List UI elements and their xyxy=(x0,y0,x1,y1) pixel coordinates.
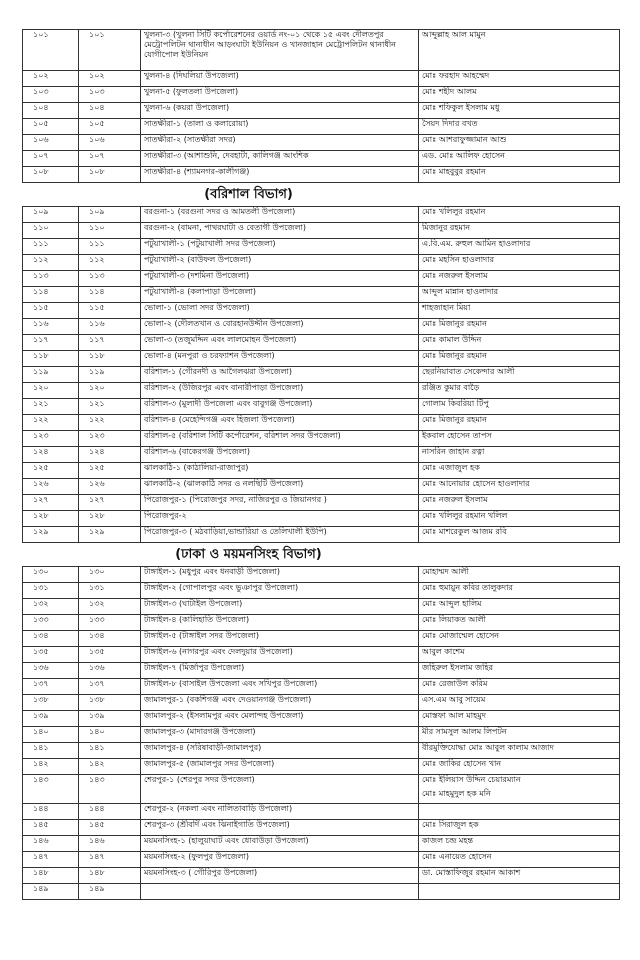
candidate-name: মোঃ খলিলুর রহমান xyxy=(419,207,620,223)
constituency-number: ১২০ xyxy=(79,383,141,399)
candidate-name: রঞ্জিত কুমার বাড়ৈ xyxy=(419,383,620,399)
constituency-number: ১৩৭ xyxy=(79,679,141,695)
serial-number: ১৪৮ xyxy=(23,868,79,884)
constituency-name: টাঙ্গাইল-৩ (ঘাটাইল উপজেলা) xyxy=(141,599,419,615)
table-row xyxy=(23,775,620,804)
candidate-name: মোঃ কামাল উদ্দিন xyxy=(419,335,620,351)
constituency-number: ১১৬ xyxy=(79,319,141,335)
constituency-name: বরিশাল-৫ (বরিশাল সিটি কর্পোরেশন, বরিশাল সদর উপজেলা) xyxy=(141,431,419,447)
candidate-name: মোঃ নজরুল ইসলাম xyxy=(419,271,620,287)
constituency-name: সাতক্ষীরা-১ (তালা ও কলারোয়া) xyxy=(141,119,419,135)
table-row xyxy=(23,479,620,495)
candidate-name: মোঃ আনোয়ার হোসেন হাওলাদার xyxy=(419,479,620,495)
heading-spacer xyxy=(419,543,620,567)
candidate-name xyxy=(419,775,620,804)
constituency-name: টাঙ্গাইল-৭ (মির্জাপুর উপজেলা) xyxy=(141,663,419,679)
table-row xyxy=(23,663,620,679)
serial-number: ১৩৪ xyxy=(23,631,79,647)
table-row xyxy=(23,695,620,711)
constituency-number: ১৪১ xyxy=(79,743,141,759)
table-row xyxy=(23,367,620,383)
constituency-name: টাঙ্গাইল-৬ (নাগরপুর এবং দেলদুয়ার উপজেলা) xyxy=(141,647,419,663)
constituency-name: ভোলা-৩ (তজুমদ্দিন এবং লালমোহন উপজেলা) xyxy=(141,335,419,351)
candidate-name: ডা. মোস্তাফিজুর রহমান আকাশ xyxy=(419,868,620,884)
constituency-name: খুলনা-৬ (কয়রা উপজেলা) xyxy=(141,103,419,119)
constituency-name: জামালপুর-৪ (সরিষাবাড়ী-জামালপুর) xyxy=(141,743,419,759)
constituency-name: ভোলা-২ (দৌলতখান ও বোরহানউদ্দীন উপজেলা) xyxy=(141,319,419,335)
candidate-name: আব্দুল্লাহ আল মামুন xyxy=(419,30,620,71)
constituency-name: জামালপুর-৩ (মাদারগঞ্জ উপজেলা) xyxy=(141,727,419,743)
constituency-name: পিরোজপুর-১ (পিরোজপুর সদর, নাজিরপুর ও জিয়ানগর ) xyxy=(141,495,419,511)
constituency-number: ১৩০ xyxy=(79,567,141,583)
table-row xyxy=(23,743,620,759)
serial-number: ১১৯ xyxy=(23,367,79,383)
table-row xyxy=(23,463,620,479)
constituency-number: ১৩৮ xyxy=(79,695,141,711)
serial-number: ১৪২ xyxy=(23,759,79,775)
table-row xyxy=(23,567,620,583)
table-row xyxy=(23,103,620,119)
candidate-name: কাজল চন্দ্র মহন্ত xyxy=(419,836,620,852)
constituency-number: ১২৩ xyxy=(79,431,141,447)
candidate-name: মোঃ মিজানুর রহমান xyxy=(419,351,620,367)
serial-number: ১৩০ xyxy=(23,567,79,583)
candidate-name: জহিরুল ইসলাম জহির xyxy=(419,663,620,679)
serial-number: ১৪৯ xyxy=(23,884,79,900)
candidate-name: মোঃ রেজাউল করিম xyxy=(419,679,620,695)
constituency-number: ১০৩ xyxy=(79,87,141,103)
serial-number: ১৩৮ xyxy=(23,695,79,711)
constituency-number: ১৩১ xyxy=(79,583,141,599)
serial-number: ১২৪ xyxy=(23,447,79,463)
constituency-name: খুলনা-৪ (দিঘলিয়া উপজেলা) xyxy=(141,71,419,87)
table-row xyxy=(23,151,620,167)
serial-number: ১২৭ xyxy=(23,495,79,511)
candidate-name: মোঃ আব্দুল হালিম xyxy=(419,599,620,615)
constituency-name: ঝালকাঠি-১ (কাঠালিয়া-রাজাপুর) xyxy=(141,463,419,479)
constituency-name: বরিশাল-১ (গৌরনদী ও আগৈলঝরা উপজেলা) xyxy=(141,367,419,383)
candidate-name: বীরমুক্তিযোদ্ধা মোঃ আবুল কালাম আজাদ xyxy=(419,743,620,759)
table-row xyxy=(23,319,620,335)
serial-number: ১১৩ xyxy=(23,271,79,287)
table-row xyxy=(23,631,620,647)
constituency-name: শেরপুর-৩ (শ্রীবর্দি এবং ঝিনাইগাতি উপজেলা) xyxy=(141,820,419,836)
constituency-number: ১০৪ xyxy=(79,103,141,119)
table-row xyxy=(23,223,620,239)
candidate-name: এ.বি.এম. রুহুল আমিন হাওলাদার xyxy=(419,239,620,255)
constituency-number: ১১৫ xyxy=(79,303,141,319)
candidate-name: এস.এম আবু সায়েম xyxy=(419,695,620,711)
candidate-name xyxy=(419,884,620,900)
serial-number: ১১৭ xyxy=(23,335,79,351)
constituency-name xyxy=(141,884,419,900)
serial-number: ১৩৫ xyxy=(23,647,79,663)
table-row xyxy=(23,287,620,303)
serial-number: ১৩৩ xyxy=(23,615,79,631)
table-row xyxy=(23,727,620,743)
table-row xyxy=(23,351,620,367)
serial-number: ১০১ xyxy=(23,30,79,71)
constituency-number: ১০৯ xyxy=(79,207,141,223)
constituency-name: টাঙ্গাইল-৮ (বাসাইল উপজেলা এবং সখিপুর উপজেলা) xyxy=(141,679,419,695)
heading-spacer xyxy=(23,183,79,207)
division-heading: (ঢাকা ও ময়মনসিংহ বিভাগ) xyxy=(79,543,419,567)
serial-number: ১২৫ xyxy=(23,463,79,479)
constituency-number: ১১৯ xyxy=(79,367,141,383)
serial-number: ১১৬ xyxy=(23,319,79,335)
table-row xyxy=(23,135,620,151)
division-heading-row xyxy=(23,543,620,567)
constituency-name: পিরোজপুর-২ xyxy=(141,511,419,527)
constituency-name: জামালপুর-১ (বকশিগঞ্জ এবং দেওয়ানগঞ্জ উপজেলা) xyxy=(141,695,419,711)
constituency-number: ১৪৬ xyxy=(79,836,141,852)
serial-number: ১২৯ xyxy=(23,527,79,543)
constituency-name: পটুয়াখালী-১ (পটুয়াখালী সদর উপজেলা) xyxy=(141,239,419,255)
candidate-name: মীর সামসুল আলম লিপটন xyxy=(419,727,620,743)
constituency-name: খুলনা-৫ (ফুলতলা উপজেলা) xyxy=(141,87,419,103)
constituency-name: সাতক্ষীরা-৪ (শ্যামনগর-কালীগঞ্জ) xyxy=(141,167,419,183)
constituency-name: বরিশাল-২ (উজিরপুর এবং বানারীপাড়া উপজেলা) xyxy=(141,383,419,399)
candidate-name: আবুল কাশেম xyxy=(419,647,620,663)
serial-number: ১৩৬ xyxy=(23,663,79,679)
candidate-name: এড. মোঃ আলিফ হোসেন xyxy=(419,151,620,167)
constituency-number: ১৩৫ xyxy=(79,647,141,663)
constituency-name: ভোলা-১ (ভোলা সদর উপজেলা) xyxy=(141,303,419,319)
constituency-name: ময়মনসিংহ-৩ ( গৌরিপুর উপজেলা) xyxy=(141,868,419,884)
table-row xyxy=(23,615,620,631)
constituency-name: বরিশাল-৩ (মুলাদী উপজেলা এবং বাবুগঞ্জ উপজেলা) xyxy=(141,399,419,415)
constituency-number: ১৩৬ xyxy=(79,663,141,679)
candidate-name: মোঃ মাশরেকুল আজম রবি xyxy=(419,527,620,543)
heading-spacer xyxy=(23,543,79,567)
constituency-name: পটুয়াখালী-২ (বাউফল উপজেলা) xyxy=(141,255,419,271)
serial-number: ১২২ xyxy=(23,415,79,431)
candidate-name: মোঃ সিরাজুল হক xyxy=(419,820,620,836)
candidate-name: মোঃ জাকির হোসেন খান xyxy=(419,759,620,775)
constituency-name: ভোলা-৪ (মনপুরা ও চরফ্যাশন উপজেলা) xyxy=(141,351,419,367)
constituency-number: ১৪৩ xyxy=(79,775,141,804)
candidate-name: মোঃ মোজাম্মেল হোসেন xyxy=(419,631,620,647)
constituency-number: ১১৩ xyxy=(79,271,141,287)
constituency-name: পটুয়াখালী-৪ (কলাপাড়া উপজেলা) xyxy=(141,287,419,303)
constituency-name: সাতক্ষীরা-৩ (আশাশুনি, দেবহাটা, কালিগঞ্জ আংশিক xyxy=(141,151,419,167)
table-row xyxy=(23,511,620,527)
serial-number: ১০৪ xyxy=(23,103,79,119)
constituency-number: ১০৮ xyxy=(79,167,141,183)
candidate-name: মোহাম্মদ আলী xyxy=(419,567,620,583)
serial-number: ১৪৬ xyxy=(23,836,79,852)
table-row xyxy=(23,399,620,415)
candidate-name: শাহজাহান মিয়া xyxy=(419,303,620,319)
candidate-name-line: মোঃ মাহমুদুল হক মনি xyxy=(422,789,491,798)
candidate-name: গোলাম কিবরিয়া টিপু xyxy=(419,399,620,415)
constituency-name: ময়মনসিংহ-২ (ফুলপুর উপজেলা) xyxy=(141,852,419,868)
table-row xyxy=(23,271,620,287)
heading-spacer xyxy=(419,183,620,207)
table-row xyxy=(23,599,620,615)
candidate-name: মোঃ আশরাফুজ্জামান আশু xyxy=(419,135,620,151)
table-row xyxy=(23,868,620,884)
candidate-name: মোঃ ফরহাদ আহম্মেদ xyxy=(419,71,620,87)
serial-number: ১০৫ xyxy=(23,119,79,135)
candidate-name: আব্দুল মান্নান হাওলাদার xyxy=(419,287,620,303)
serial-number: ১৩১ xyxy=(23,583,79,599)
serial-number: ১২০ xyxy=(23,383,79,399)
table-row xyxy=(23,255,620,271)
serial-number: ১২৮ xyxy=(23,511,79,527)
constituency-name: জামালপুর-৫ (জামালপুর সদর উপজেলা) xyxy=(141,759,419,775)
candidate-name xyxy=(419,804,620,820)
constituency-number: ১২২ xyxy=(79,415,141,431)
table-row xyxy=(23,335,620,351)
table-row xyxy=(23,119,620,135)
constituency-number: ১৪৪ xyxy=(79,804,141,820)
table-row xyxy=(23,87,620,103)
constituency-number: ১১১ xyxy=(79,239,141,255)
serial-number: ১০৭ xyxy=(23,151,79,167)
constituency-number: ১২৭ xyxy=(79,495,141,511)
constituency-number: ১১৭ xyxy=(79,335,141,351)
constituency-name: টাঙ্গাইল-১ (মধুপুর এবং ধনবাড়ী উপজেলা) xyxy=(141,567,419,583)
serial-number: ১৪৭ xyxy=(23,852,79,868)
constituency-number: ১২১ xyxy=(79,399,141,415)
candidate-name: সৈয়দ দিদার বখত xyxy=(419,119,620,135)
constituency-number: ১২৬ xyxy=(79,479,141,495)
table-row xyxy=(23,836,620,852)
serial-number: ১০৩ xyxy=(23,87,79,103)
division-heading: (বরিশাল বিভাগ) xyxy=(79,183,419,207)
serial-number: ১০৯ xyxy=(23,207,79,223)
serial-number: ১৪৩ xyxy=(23,775,79,804)
constituency-number: ১১২ xyxy=(79,255,141,271)
candidate-name: মোঃ শহীদ আলম xyxy=(419,87,620,103)
constituency-number: ১০১ xyxy=(79,30,141,71)
serial-number: ১২১ xyxy=(23,399,79,415)
candidate-name: মোঃ লিয়াকত আলী xyxy=(419,615,620,631)
constituency-number: ১৩২ xyxy=(79,599,141,615)
table-row xyxy=(23,207,620,223)
table-row xyxy=(23,711,620,727)
candidate-name: মোঃ খলিলুর রহমান খলিল xyxy=(419,511,620,527)
constituency-number: ১৪৯ xyxy=(79,884,141,900)
table-row xyxy=(23,852,620,868)
constituency-number: ১২৯ xyxy=(79,527,141,543)
constituency-number: ১২৪ xyxy=(79,447,141,463)
serial-number: ১০৬ xyxy=(23,135,79,151)
serial-number: ১৩২ xyxy=(23,599,79,615)
candidate-name: মিজানুর রহমান xyxy=(419,223,620,239)
constituency-name: বরিশাল-৬ (বাকেরগঞ্জ উপজেলা) xyxy=(141,447,419,463)
table-row xyxy=(23,431,620,447)
table-row xyxy=(23,679,620,695)
candidate-name: ছেরনিয়াবাত সেকেন্দার আলী xyxy=(419,367,620,383)
table-row xyxy=(23,303,620,319)
constituency-number: ১৩৯ xyxy=(79,711,141,727)
constituency-name: পটুয়াখালী-৩ (দশমিনা উপজেলা) xyxy=(141,271,419,287)
division-heading-row xyxy=(23,183,620,207)
candidate-name: মোঃ এনায়েত হোসেন xyxy=(419,852,620,868)
constituency-number: ১৩৪ xyxy=(79,631,141,647)
table-row xyxy=(23,167,620,183)
table-row xyxy=(23,71,620,87)
constituency-number: ১৪৮ xyxy=(79,868,141,884)
constituency-number: ১১০ xyxy=(79,223,141,239)
serial-number: ১১৮ xyxy=(23,351,79,367)
serial-number: ১৪০ xyxy=(23,727,79,743)
candidate-name: মোঃ নজরুল ইসলাম xyxy=(419,495,620,511)
table-row xyxy=(23,415,620,431)
serial-number: ১৪১ xyxy=(23,743,79,759)
candidate-name: মোঃ মিজানুর রহমান xyxy=(419,415,620,431)
candidate-name: মোঃ মিজানুর রহমান xyxy=(419,319,620,335)
table-row xyxy=(23,447,620,463)
constituency-number: ১০৬ xyxy=(79,135,141,151)
constituency-number: ১০৫ xyxy=(79,119,141,135)
constituency-name: টাঙ্গাইল-৪ (কালিহাতি উপজেলা) xyxy=(141,615,419,631)
candidate-name: ইকবাল হোসেন তাপস xyxy=(419,431,620,447)
serial-number: ১১৪ xyxy=(23,287,79,303)
constituency-number: ১৪৫ xyxy=(79,820,141,836)
serial-number: ১০২ xyxy=(23,71,79,87)
serial-number: ১১৫ xyxy=(23,303,79,319)
constituency-number: ১৪০ xyxy=(79,727,141,743)
table-row xyxy=(23,30,620,71)
serial-number: ১৪৪ xyxy=(23,804,79,820)
table-row xyxy=(23,820,620,836)
table-row xyxy=(23,495,620,511)
constituency-name: সাতক্ষীরা-২ (সাতক্ষীরা সদর) xyxy=(141,135,419,151)
serial-number: ১১১ xyxy=(23,239,79,255)
serial-number: ১৪৫ xyxy=(23,820,79,836)
table-row xyxy=(23,527,620,543)
constituency-number: ১৪৭ xyxy=(79,852,141,868)
constituency-number: ১২৫ xyxy=(79,463,141,479)
serial-number: ১০৮ xyxy=(23,167,79,183)
candidate-table xyxy=(22,29,620,900)
candidate-name: মোঃ হুমায়ুন কবির তালুকদার xyxy=(419,583,620,599)
candidate-name: মোস্তফা আল মাহমুদ xyxy=(419,711,620,727)
constituency-name: ময়মনসিংহ-১ (হালুয়াঘাট এবং ধোবাউড়া উপজেলা) xyxy=(141,836,419,852)
candidate-name: নাসরিন জাহান রত্না xyxy=(419,447,620,463)
table-row xyxy=(23,804,620,820)
serial-number: ১২৩ xyxy=(23,431,79,447)
candidate-name: মোঃ এজাজুল হক xyxy=(419,463,620,479)
table-row xyxy=(23,759,620,775)
serial-number: ১৩৯ xyxy=(23,711,79,727)
constituency-name: টাঙ্গাইল-২ (গোপালপুর এবং ভুঞাপুর উপজেলা) xyxy=(141,583,419,599)
table-row xyxy=(23,583,620,599)
constituency-name: খুলনা-৩ (খুলনা সিটি কর্পোরেশনের ওয়ার্ড নং-০১ থেকে ১৫ এবং দৌলতপুর মেট্রোপলিটন থানাধীন আড়ংঘাটা ইউনিয়ন ও খানজাহান মেট্রোপলিটন থানাধীন যোগীপোল ইউনিয়ন xyxy=(141,30,419,71)
serial-number: ১১২ xyxy=(23,255,79,271)
candidate-name: মোঃ মাহবুবুর রহমান xyxy=(419,167,620,183)
constituency-name: বরগুনা-২ (বামনা, পাথরঘাটা ও বেতাগী উপজেলা) xyxy=(141,223,419,239)
constituency-name: শেরপুর-১ (শেরপুর সদর উপজেলা) xyxy=(141,775,419,804)
serial-number: ১২৬ xyxy=(23,479,79,495)
table-row xyxy=(23,383,620,399)
table-row xyxy=(23,884,620,900)
constituency-name: শেরপুর-২ (নকলা এবং নালিতাবাড়ি উপজেলা) xyxy=(141,804,419,820)
constituency-name: ঝালকাঠি-২ (ঝালকাঠি সদর ও নলছিটি উপজেলা) xyxy=(141,479,419,495)
serial-number: ১৩৭ xyxy=(23,679,79,695)
constituency-number: ১০৭ xyxy=(79,151,141,167)
serial-number: ১১০ xyxy=(23,223,79,239)
constituency-name: টাঙ্গাইল-৫ (টাঙ্গাইল সদর উপজেলা) xyxy=(141,631,419,647)
candidate-name: মোঃ শফিকুল ইসলাম মধু xyxy=(419,103,620,119)
constituency-number: ১০২ xyxy=(79,71,141,87)
candidate-name: মোঃ মহসিন হাওলাদার xyxy=(419,255,620,271)
constituency-number: ১৪২ xyxy=(79,759,141,775)
table-row xyxy=(23,239,620,255)
constituency-number: ১৩৩ xyxy=(79,615,141,631)
constituency-name: পিরোজপুর-৩ ( মঠবাড়িয়া,ভান্ডারিয়া ও তেলিখালী ইউপি) xyxy=(141,527,419,543)
candidate-name-line: মোঃ ইলিয়াস উদ্দিন চেয়ারম্যান xyxy=(422,775,521,784)
constituency-number: ১১৪ xyxy=(79,287,141,303)
table-row xyxy=(23,647,620,663)
constituency-number: ১২৮ xyxy=(79,511,141,527)
constituency-name: জামালপুর-২ (ইসলামপুর এবং মেলান্দহ উপজেলা) xyxy=(141,711,419,727)
constituency-name: বরগুনা-১ (বরগুনা সদর ও আমতলী উপজেলা) xyxy=(141,207,419,223)
constituency-number: ১১৮ xyxy=(79,351,141,367)
constituency-name: বরিশাল-৪ (মেহেন্দিগঞ্জ এবং হিজলা উপজেলা) xyxy=(141,415,419,431)
